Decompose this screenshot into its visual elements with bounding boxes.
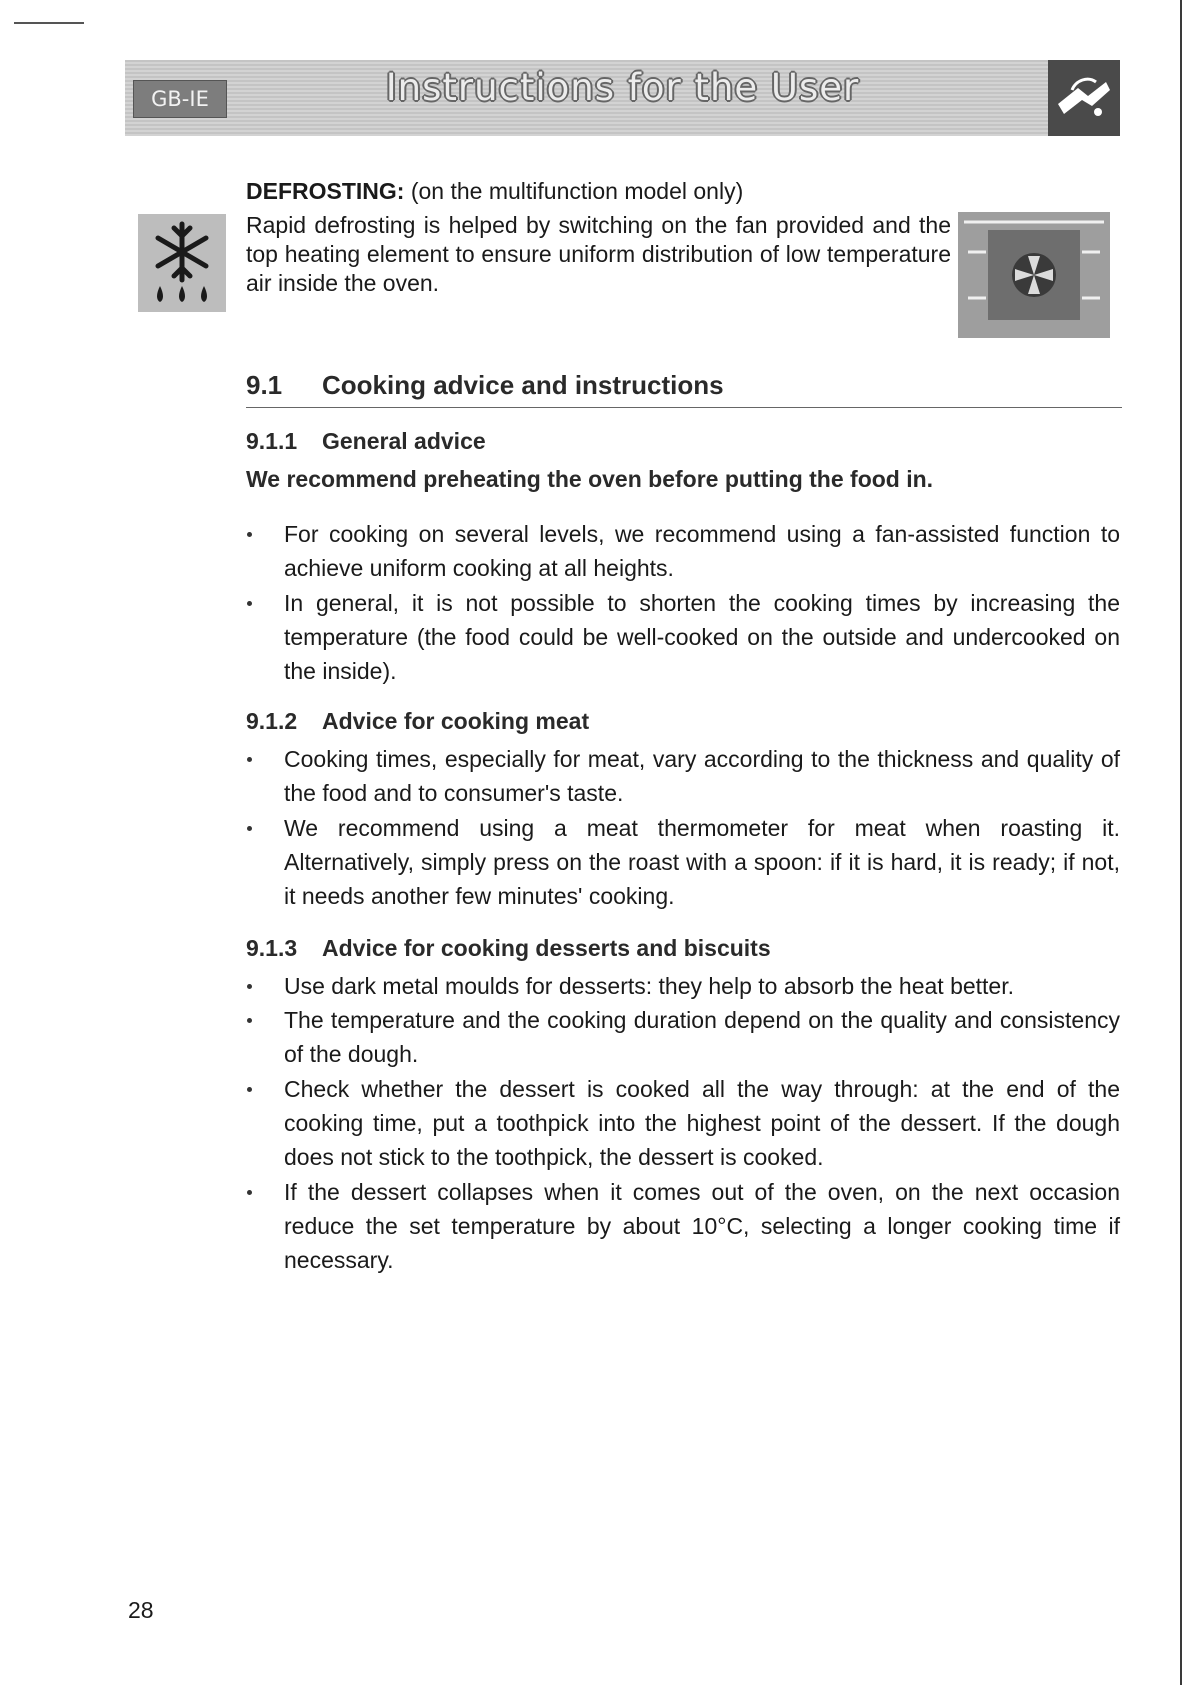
subsection-number: 9.1.3 [246, 935, 298, 961]
snowflake-defrost-icon [138, 214, 226, 312]
section-number: 9.1 [246, 370, 283, 400]
page-header [125, 60, 1120, 136]
list-item: Check whether the dessert is cooked all the way through: at the end of the cooking time, put a toothpick into the highest point of the dessert. If the dough does not stick to the toothpick, the dessert is cooked. [284, 1072, 1120, 1174]
list-item: The temperature and the cooking duration depend on the quality and consistency of the dough. [284, 1003, 1120, 1071]
language-badge: GB-IE [133, 80, 227, 118]
section-divider [246, 407, 1122, 408]
section-title [246, 370, 1122, 410]
subsection-number: 9.1.2 [246, 708, 298, 734]
scan-mark [14, 22, 84, 24]
list-item: In general, it is not possible to shorten the cooking times by increasing the temperature (the food could be well-cooked on the outside and undercooked on the inside). [284, 586, 1120, 688]
defrosting-note: (on the multifunction model only) [410, 178, 744, 204]
subsection-label: Advice for cooking desserts and biscuits [322, 935, 771, 961]
defrosting-label: DEFROSTING: [246, 178, 405, 204]
defrosting-text: Rapid defrosting is helped by switching on the fan provided and the top heating element to ensure uniform distribution of low temperature air inside the oven. [246, 212, 951, 296]
fan-oven-icon [958, 212, 1110, 338]
list-item: For cooking on several levels, we recommend using a fan-assisted function to achieve uniform cooking at all heights. [284, 517, 1120, 585]
page-edge-line [1180, 0, 1182, 1685]
list-item: Cooking times, especially for meat, vary according to the thickness and quality of the food and to consumer's taste. [284, 742, 1120, 810]
list-item: If the dessert collapses when it comes out of the oven, on the next occasion reduce the set temperature by about 10°C, selecting a longer cooking time if necessary. [284, 1175, 1120, 1277]
section-label: Cooking advice and instructions [322, 370, 724, 400]
list-item: Use dark metal moulds for desserts: they help to absorb the heat better. [284, 969, 1120, 1003]
header-title: Instructions for the User [385, 66, 860, 109]
brand-logo-icon [1048, 60, 1120, 136]
subsection-label: Advice for cooking meat [322, 708, 590, 734]
page-number: 28 [128, 1597, 154, 1623]
defrosting-heading [246, 175, 966, 207]
list-item: We recommend using a meat thermometer for meat when roasting it. Alternatively, simply press on the roast with a spoon: if it is hard, it is ready; if not, it needs another few minutes' cooking. [284, 811, 1120, 913]
general-lead: We recommend preheating the oven before putting the food in. [246, 466, 934, 492]
subsection-label: General advice [322, 428, 486, 454]
subsection-number: 9.1.1 [246, 428, 298, 454]
